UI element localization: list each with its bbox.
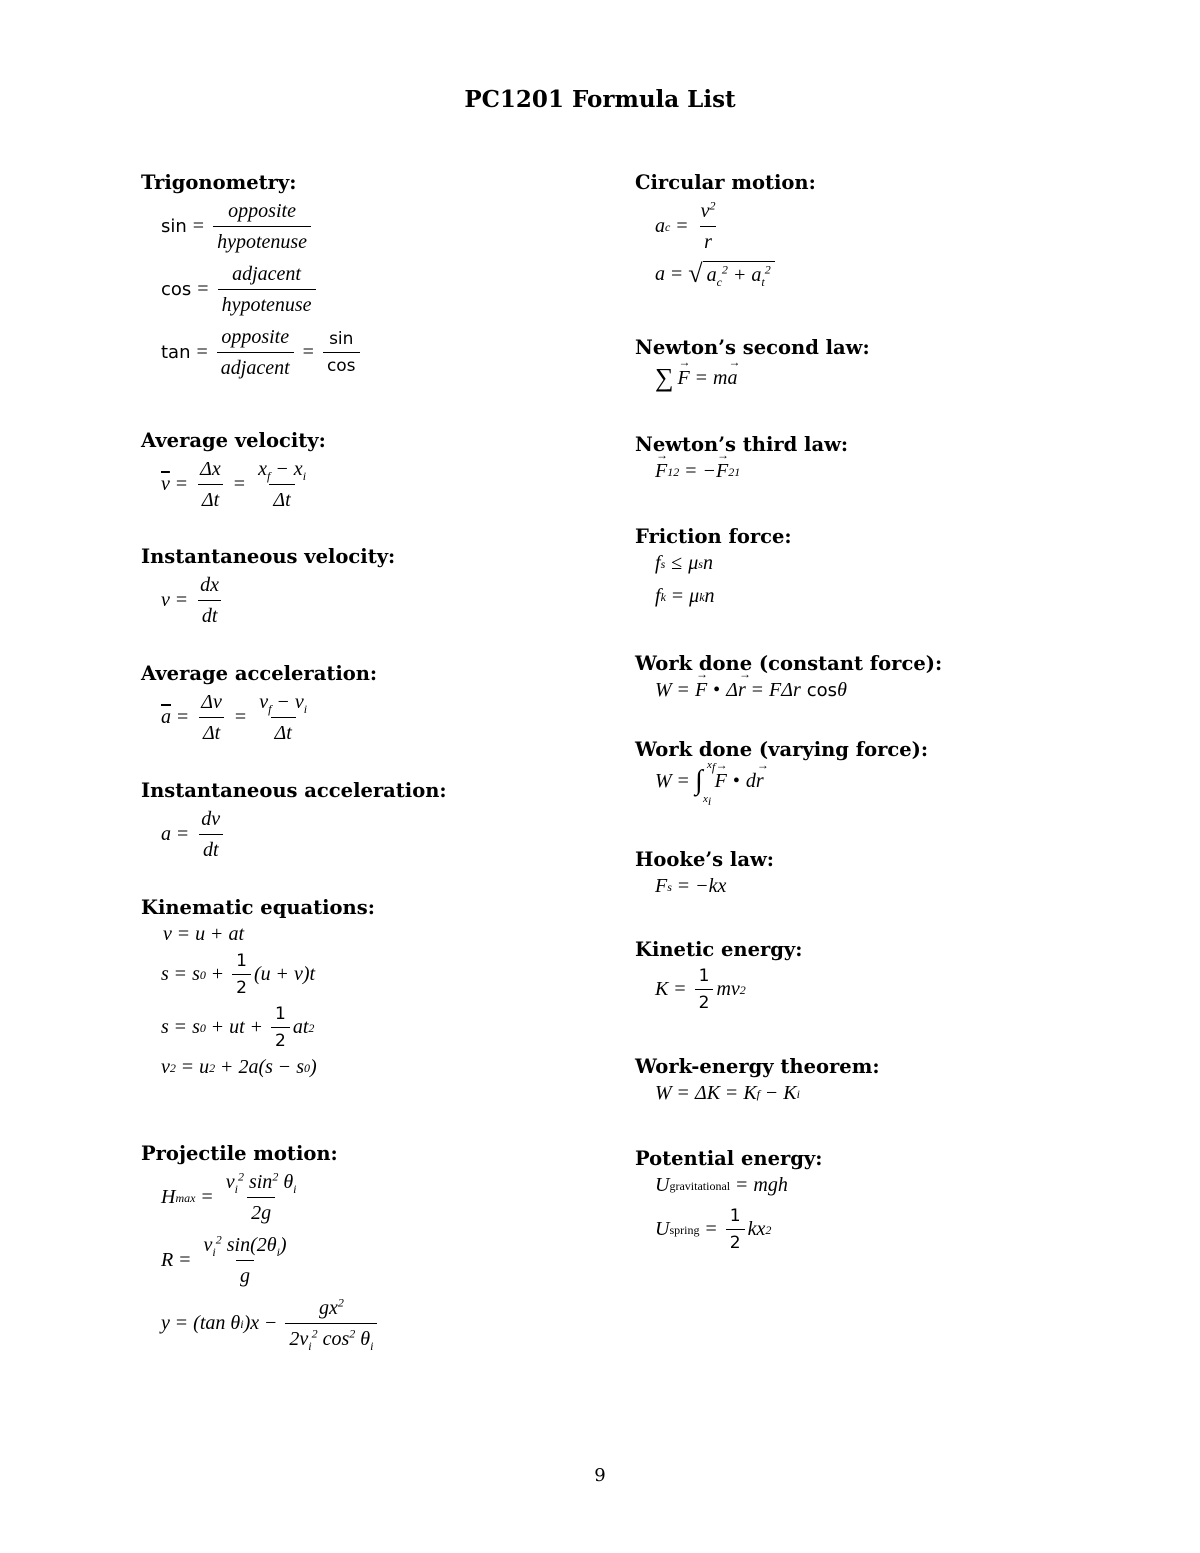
formula-max-height: H max = $\frac{v_i^2 \sin^2 \theta_i}{2g}$ — [161, 1169, 297, 1224]
formula-static-friction: f s ≤ μ s n — [655, 552, 713, 574]
section-hookes-law — [635, 847, 1085, 937]
formula-instantaneous-velocity: v = $\frac{dx}{dt}$ — [161, 572, 591, 629]
section-work-energy-theorem — [635, 1054, 1085, 1146]
formula-work-varying-force: W = ∫ $x_f$ $x_i$ → F • d → r — [655, 765, 1085, 797]
section-heading: Average acceleration: — [141, 662, 378, 685]
formula-kinematic-4: v 2 = u 2 + 2a(s − s 0 ) — [161, 1056, 317, 1078]
formula-hookes-law: F s = −kx — [655, 875, 727, 897]
formula-centripetal-acceleration: a c = $\frac{v^2}{r}$ — [655, 198, 716, 253]
section-heading: Work done (constant force): — [635, 652, 943, 675]
formula-kinematic-2: s = s 0 + $\frac{1}{2}$ (u + v)t — [161, 951, 316, 998]
formula-tan: tan = $\frac{\text{opposite}}{\text{adjacent}}$ = $\frac{\sin}{\cos}$ — [161, 324, 591, 381]
section-average-acceleration — [141, 661, 591, 778]
formula-kinetic-energy: K = $\frac{1}{2}$ mv 2 — [655, 966, 746, 1013]
formula-cos: cos = $\frac{\text{adjacent}}{\text{hypotenuse}}$ — [161, 261, 591, 318]
section-projectile-motion — [141, 1141, 591, 1352]
section-heading: Newton’s third law: — [635, 433, 849, 456]
section-heading: Trigonometry: — [141, 171, 297, 194]
section-heading: Potential energy: — [635, 1147, 823, 1170]
formula-kinematic-3: s = s 0 + ut + $\frac{1}{2}$ at 2 — [161, 1004, 315, 1051]
formula-average-velocity: $\overline{v}$ = $\frac{\Delta x}{\Delta t}$ = $\frac{x_f - x_i}{\Delta t}$ — [161, 458, 307, 511]
section-work-constant-force — [635, 651, 1085, 737]
section-newton-third-law — [635, 432, 1085, 524]
formula-instantaneous-acceleration: a = $\frac{dv}{dt}$ — [161, 806, 591, 863]
section-heading: Average velocity: — [141, 429, 326, 452]
section-heading: Instantaneous acceleration: — [141, 779, 447, 802]
section-heading: Circular motion: — [635, 171, 816, 194]
section-kinematic-equations — [141, 895, 591, 1141]
section-friction-force — [635, 524, 1085, 651]
section-newton-second-law — [635, 335, 1085, 432]
section-heading: Work done (varying force): — [635, 738, 929, 761]
section-trigonometry — [141, 170, 591, 428]
section-work-varying-force — [635, 737, 1085, 847]
formula-average-acceleration: $\overline{a}$ = $\frac{\Delta v}{\Delta t}$ = $\frac{v_f - v_i}{\Delta t}$ — [161, 691, 308, 744]
formula-gravitational-potential: U gravitational = mgh — [655, 1174, 788, 1196]
formula-spring-potential: U spring = $\frac{1}{2}$ kx 2 — [655, 1206, 772, 1253]
section-average-velocity — [141, 428, 591, 544]
formula-trajectory: y = (tan θ i )x − $\frac{gx^2}{2v_i^2 \cos^2 \theta_i}$ — [161, 1295, 591, 1352]
section-instantaneous-acceleration — [141, 778, 591, 895]
formula-range: R = $\frac{v_i^2 \sin(2\theta_i)}{g}$ — [161, 1232, 287, 1287]
page-number: 9 — [594, 1465, 606, 1486]
section-heading: Hooke’s law: — [635, 848, 774, 871]
formula-kinetic-friction: f k = μ k n — [655, 585, 715, 607]
formula-work-energy-theorem: W = ΔK = K f − K i — [655, 1082, 800, 1104]
formula-sin: sin = $\frac{\text{opposite}}{\text{hypotenuse}}$ — [161, 198, 591, 255]
section-heading: Newton’s second law: — [635, 336, 870, 359]
section-heading: Projectile motion: — [141, 1142, 338, 1165]
formula-newton-third-law: → F 12 = − → F 21 — [655, 460, 1085, 483]
section-circular-motion — [635, 170, 1085, 335]
section-heading: Friction force: — [635, 525, 792, 548]
right-column — [635, 170, 1085, 1254]
section-heading: Work-energy theorem: — [635, 1055, 880, 1078]
section-potential-energy — [635, 1146, 1085, 1254]
section-heading: Kinematic equations: — [141, 896, 375, 919]
section-heading: Instantaneous velocity: — [141, 545, 396, 568]
page-title: PC1201 Formula List — [464, 86, 736, 113]
section-instantaneous-velocity — [141, 544, 591, 661]
formula-work-constant-force: W = → F • Δ → r = FΔr cos θ — [655, 679, 1085, 702]
formula-kinematic-1: v = u + at — [163, 923, 245, 945]
section-heading: Kinetic energy: — [635, 938, 803, 961]
left-column — [141, 170, 591, 1352]
formula-total-acceleration: a = √ $a_c^2 + a_t^2$ — [655, 261, 1085, 287]
section-kinetic-energy — [635, 937, 1085, 1054]
formula-newton-second-law: ∑ → F = m → a — [655, 363, 1085, 393]
